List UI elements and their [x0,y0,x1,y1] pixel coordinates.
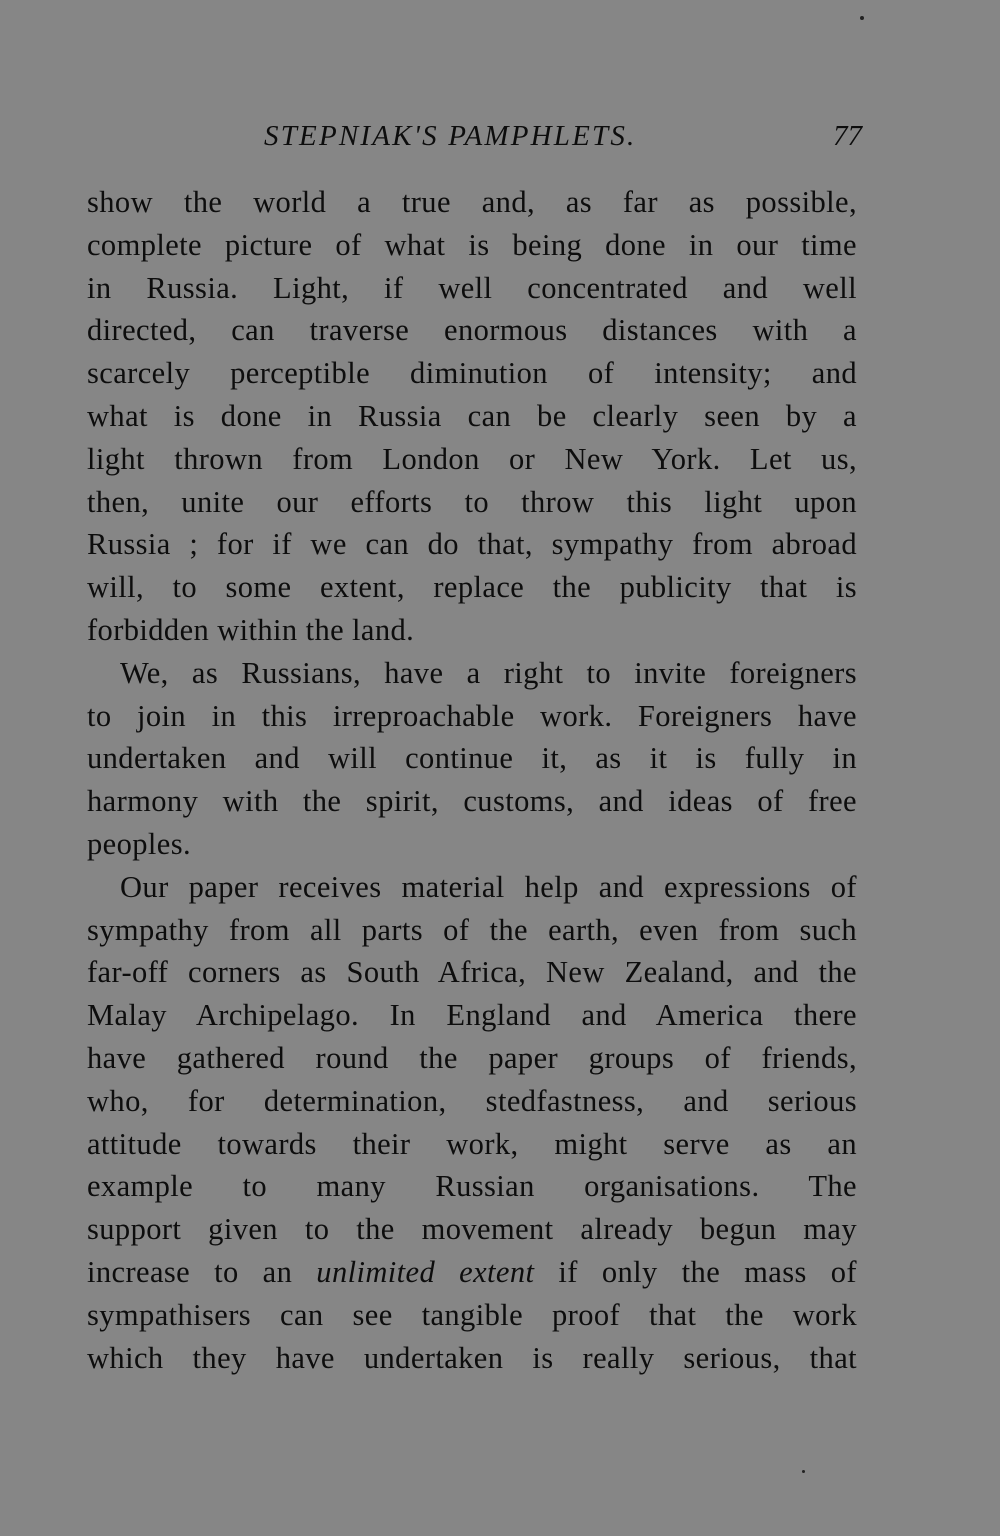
text-fragment: if only the mass of [534,1254,857,1289]
text-line: harmony with the spirit, customs, and ideas of free [87,784,857,819]
scan-speck [860,16,864,20]
page-number: 77 [833,120,862,152]
text-line: who, for determination, stedfastness, and serious [87,1083,857,1118]
body-text [87,181,857,1379]
text-line: what is done in Russia can be clearly seen by a [87,398,857,433]
text-line: which they have undertaken is really serious, that [87,1340,857,1375]
text-line: support given to the movement already begun may [87,1212,857,1247]
italic-phrase: unlimited extent [316,1254,535,1289]
paragraph-1 [87,181,857,652]
text-line: directed, can traverse enormous distances with a [87,313,857,348]
text-line: complete picture of what is being done in our time [87,227,857,262]
text-line: attitude towards their work, might serve as an [87,1126,857,1161]
text-line: scarcely perceptible diminution of intensity; and [87,356,857,391]
text-line: far-off corners as South Africa, New Zealand, and the [87,955,857,990]
text-line: have gathered round the paper groups of friends, [87,1040,857,1075]
page-header [86,116,862,156]
paragraph-2 [87,652,857,866]
text-line-with-italic [87,1251,857,1294]
text-line: will, to some extent, replace the publicity that is [87,570,857,605]
text-line: in Russia. Light, if well concentrated and well [87,270,857,305]
text-line: to join in this irreproachable work. Foreigners have [87,698,857,733]
paragraph-3 [87,866,857,1380]
text-line: Russia ; for if we can do that, sympathy from abroad [87,527,857,562]
text-line: example to many Russian organisations. The [87,1169,857,1204]
text-line: show the world a true and, as far as possible, [87,185,857,219]
text-line: sympathisers can see tangible proof that the work [87,1297,857,1332]
text-line: undertaken and will continue it, as it is fully in [87,741,857,776]
text-line: peoples. [87,826,191,861]
text-line: Our paper receives material help and expressions of [120,869,857,904]
text-line: light thrown from London or New York. Let us, [87,441,857,476]
text-fragment: increase to an [87,1254,317,1289]
text-line: sympathy from all parts of the earth, even from such [87,912,857,947]
text-line: Malay Archipelago. In England and America there [87,998,857,1033]
text-line: then, unite our efforts to throw this light upon [87,484,857,519]
running-title: STEPNIAK'S PAMPHLETS. [264,120,637,152]
text-line: forbidden within the land. [87,612,415,647]
text-line: We, as Russians, have a right to invite foreigners [120,655,857,690]
scan-speck [802,1470,805,1473]
